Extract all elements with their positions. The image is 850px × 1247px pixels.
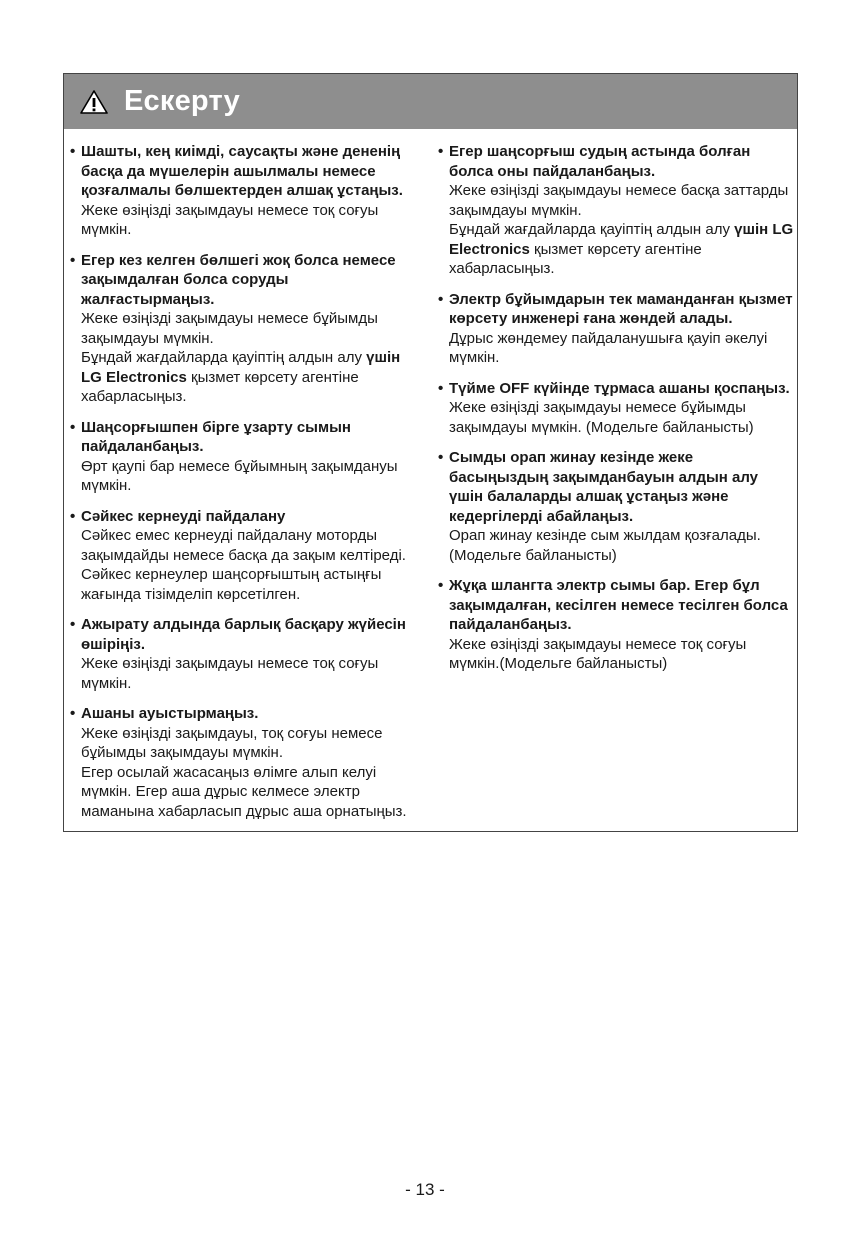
warning-item xyxy=(70,251,420,407)
item-body: Жеке өзіңізді зақымдауы немесе бұйымды зақымдауы мүмкін. xyxy=(81,310,378,347)
warning-item xyxy=(438,290,794,368)
item-body: Сәйкес емес кернеуді пайдалану моторды зақымдайды немесе басқа да зақым келтіреді. xyxy=(81,527,406,564)
warning-item xyxy=(438,379,794,438)
bullet: • xyxy=(70,705,76,722)
bullet: • xyxy=(70,251,76,269)
item-body: Өрт қаупі бар немесе бұйымның зақымдануы мүмкін. xyxy=(81,457,398,494)
warning-box xyxy=(63,73,798,832)
item-body: Дұрыс жөндемеу пайдаланушыға қауіп әкелуі мүмкін. xyxy=(449,329,768,366)
item-body: Жеке өзіңізді зақымдауы, тоқ соғуы немесе бұйымды зақымдауы мүмкін. xyxy=(81,724,383,761)
contact-text: Бұндай жағдайларда қауіптің алдын алу xyxy=(81,349,367,366)
warning-triangle-icon xyxy=(80,89,108,115)
warning-item xyxy=(438,576,794,674)
warning-item xyxy=(70,142,420,240)
warning-item xyxy=(70,615,420,693)
item-title: Түйме OFF күйінде тұрмаса ашаны қоспаңыз. xyxy=(449,379,790,397)
bullet: • xyxy=(438,143,444,160)
left-column xyxy=(70,142,420,832)
item-title: Егер шаңсорғыш судың астында болған болса оны пайдаланбаңыз. xyxy=(449,143,751,180)
item-body: Орап жинау кезінде сым жылдам қозғалады. (Модельге байланысты) xyxy=(449,527,761,564)
item-body-contact xyxy=(449,220,794,279)
warning-item xyxy=(70,507,420,605)
item-title: Ажырату алдында барлық басқару жүйесін өшіріңіз. xyxy=(81,616,406,653)
item-title: Шашты, кең киімді, саусақты және дененің басқа да мүшелерін ашылмалы немесе қозғалмалы бөлшектерден алшақ ұстаңыз. xyxy=(81,143,403,199)
item-title: Сәйкес кернеуді пайдалану xyxy=(81,507,286,525)
bullet: • xyxy=(70,616,76,633)
bullet: • xyxy=(438,577,444,594)
contact-text: қызмет көрсету агентіне хабарласыңыз. xyxy=(81,368,359,405)
item-title: Жұқа шлангта электр сымы бар. Егер бұл зақымдалған, кесілген немесе тесілген болса пайдаланбаңыз. xyxy=(449,577,788,633)
bullet: • xyxy=(70,418,76,436)
item-body: Жеке өзіңізді зақымдауы немесе тоқ соғуы мүмкін. xyxy=(81,655,379,692)
item-title: Электр бұйымдарын тек маманданған қызмет көрсету инженері ғана жөндей алады. xyxy=(449,290,793,327)
right-column xyxy=(438,142,794,685)
bullet: • xyxy=(438,449,444,466)
item-title: Шаңсорғышпен бірге ұзарту сымын пайдаланбаңыз. xyxy=(81,418,351,455)
brand-name: үшін LG Electronics xyxy=(81,349,401,386)
warning-item xyxy=(438,448,794,565)
warning-header xyxy=(64,74,797,129)
item-body: Жеке өзіңізді зақымдауы немесе тоқ соғуы мүмкін.(Модельге байланысты) xyxy=(449,635,747,672)
page-title: Ескерту xyxy=(124,85,240,117)
warning-item xyxy=(70,704,420,821)
bullet: • xyxy=(438,379,444,397)
item-body: Жеке өзіңізді зақымдауы немесе бұйымды зақымдауы мүмкін. (Модельге байланысты) xyxy=(449,399,754,436)
bullet: • xyxy=(70,507,76,525)
bullet: • xyxy=(70,143,76,160)
brand-name: үшін LG Electronics xyxy=(449,221,794,258)
item-body-contact xyxy=(81,348,420,407)
contact-text: қызмет көрсету агентіне хабарласыңыз. xyxy=(449,240,702,277)
page-number: - 13 - xyxy=(405,1180,445,1199)
item-body: Егер осылай жасасаңыз өлімге алып келуі мүмкін. Егер аша дұрыс келмесе электр маманына хабарласып дұрыс аша орнатыңыз. xyxy=(81,763,407,820)
item-title: Ашаны ауыстырмаңыз. xyxy=(81,705,259,722)
item-body: Жеке өзіңізді зақымдауы немесе тоқ соғуы мүмкін. xyxy=(81,201,379,238)
warning-item xyxy=(70,418,420,496)
warning-item xyxy=(438,142,794,279)
item-title: Сымды орап жинау кезінде жеке басыңыздың зақымданбауын алдын алу үшін балаларды алшақ ұстаңыз және кедергілерді абайлаңыз. xyxy=(449,449,759,525)
item-title: Егер кез келген бөлшегі жоқ болса немесе зақымдалған болса соруды жалғастырмаңыз. xyxy=(81,251,396,308)
contact-text: Бұндай жағдайларда қауіптің алдын алу xyxy=(449,221,735,238)
bullet: • xyxy=(438,290,444,308)
item-body: Жеке өзіңізді зақымдауы немесе басқа заттарды зақымдауы мүмкін. xyxy=(449,182,789,219)
item-body: Сәйкес кернеулер шаңсорғыштың астыңғы жағында тізімделіп көрсетілген. xyxy=(81,566,382,603)
